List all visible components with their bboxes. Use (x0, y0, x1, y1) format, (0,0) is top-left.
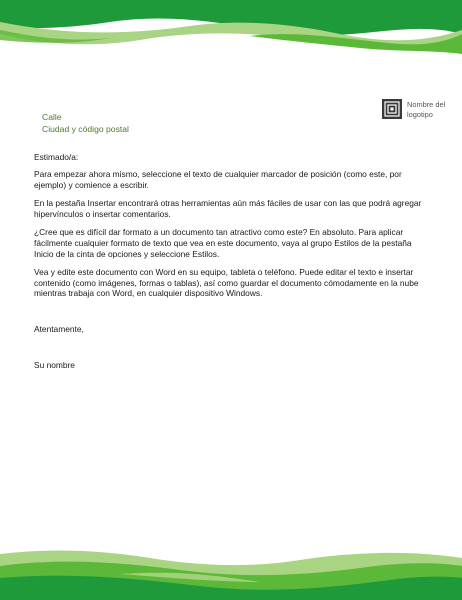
letter-body (34, 152, 432, 378)
paragraph: ¿Cree que es difícil dar formato a un documento tan atractivo como este? En absoluto. Para aplicar fácilmente cualquier formato de texto que vea en este documento, vaya al grupo Estilos de la pestaña Inicio de la cinta de opciones y seleccione Estilos. (34, 226, 412, 259)
footer-wave-decoration (0, 548, 462, 600)
signature-name: Su nombre (34, 360, 75, 371)
address-city-zip: Ciudad y código postal (42, 124, 129, 134)
logo-name: Nombre del logotipo (407, 100, 446, 119)
logo-block (382, 99, 451, 119)
logo-placeholder-icon (382, 99, 402, 119)
sender-address (42, 111, 129, 135)
address-street: Calle (42, 112, 62, 122)
paragraph: Vea y edite este documento con Word en su equipo, tableta o teléfono. Puede editar el texto e insertar contenido (como imágenes, formas o tablas), así como guardar el documento cómodamente en la nube mientras trabaja con Word, en cualquier dispositivo Windows. (34, 266, 419, 299)
salutation: Estimado/a: (34, 152, 79, 162)
closing: Atentamente, (34, 324, 84, 335)
header-wave-decoration (0, 0, 462, 56)
paragraph: Para empezar ahora mismo, seleccione el texto de cualquier marcador de posición (como este, por ejemplo) y comience a escribir. (34, 168, 402, 190)
paragraph: En la pestaña Insertar encontrará otras herramientas aún más fáciles de usar con las que podrá agregar hipervínculos o insertar comentarios. (34, 197, 422, 219)
